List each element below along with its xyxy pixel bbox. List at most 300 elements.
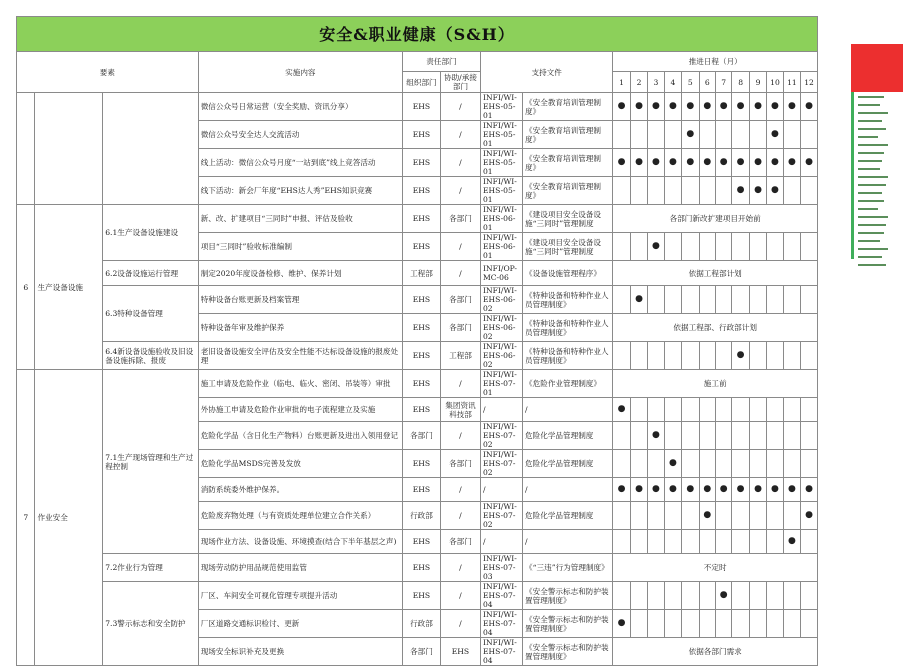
schedule-dot: ● [732, 177, 749, 205]
schedule-cell [630, 121, 647, 149]
doc-name: 《安全警示标志和防护装置管理制度》 [523, 610, 613, 638]
schedule-cell [783, 342, 800, 370]
schedule-cell [664, 286, 681, 314]
schedule-cell [648, 450, 664, 478]
task-content: 老旧设备设施安全评估及安全性能不达标设备设施的报废处理 [198, 342, 402, 370]
schedule-dot: ● [664, 93, 681, 121]
thumbnail-line-bar [858, 248, 888, 250]
schedule-cell [630, 422, 647, 450]
schedule-cell [715, 286, 731, 314]
section-number: 7 [17, 370, 35, 666]
schedule-dot: ● [682, 93, 699, 121]
thumbnail-line-bar [858, 144, 888, 146]
thumbnail-line [858, 126, 901, 132]
task-content: 消防系统委外维护保养。 [198, 478, 402, 502]
month-header: 4 [664, 72, 681, 93]
sheet-title: 安全&职业健康（S&H） [17, 17, 818, 52]
thumbnail-red-block [851, 44, 903, 92]
schedule-cell [613, 177, 630, 205]
schedule-cell [783, 610, 800, 638]
doc-name: 危险化学品管理制度 [523, 450, 613, 478]
cooperate-dept: EHS [440, 638, 480, 666]
schedule-dot: ● [630, 93, 647, 121]
task-content: 线上活动：微信公众号月度“一站到底”线上竞答活动 [198, 149, 402, 177]
schedule-cell [749, 530, 766, 554]
month-header: 1 [613, 72, 630, 93]
schedule-cell [664, 342, 681, 370]
schedule-cell [630, 530, 647, 554]
schedule-dot: ● [767, 93, 783, 121]
schedule-dot: ● [749, 149, 766, 177]
schedule-cell [783, 233, 800, 261]
sh-plan-table [16, 16, 818, 666]
thumbnail-line [858, 142, 901, 148]
cooperate-dept: / [440, 121, 480, 149]
doc-name: 《安全教育培训管理制度》 [523, 121, 613, 149]
schedule-cell [732, 286, 749, 314]
header-org-dept: 组织部门 [402, 72, 440, 93]
schedule-cell [648, 121, 664, 149]
schedule-cell [699, 582, 715, 610]
schedule-cell [682, 450, 699, 478]
month-header: 2 [630, 72, 647, 93]
org-dept: EHS [402, 314, 440, 342]
thumbnail-line-bar [858, 128, 886, 130]
schedule-dot: ● [648, 422, 664, 450]
schedule-note: 依据工程部计划 [613, 261, 818, 286]
doc-name: 《安全教育培训管理制度》 [523, 177, 613, 205]
cooperate-dept: / [440, 502, 480, 530]
doc-code: INFI/WI-EHS-07-01 [480, 370, 522, 398]
schedule-dot: ● [664, 149, 681, 177]
schedule-cell [682, 530, 699, 554]
thumbnail-line [858, 158, 901, 164]
schedule-note: 施工前 [613, 370, 818, 398]
schedule-dot: ● [732, 93, 749, 121]
schedule-cell [613, 342, 630, 370]
thumbnail-line [858, 118, 901, 124]
schedule-dot: ● [648, 478, 664, 502]
section-name: 生产设备设施 [35, 205, 103, 370]
cooperate-dept: / [440, 261, 480, 286]
thumbnail-line-bar [858, 216, 888, 218]
schedule-dot: ● [630, 149, 647, 177]
schedule-dot: ● [648, 149, 664, 177]
org-dept: 工程部 [402, 261, 440, 286]
schedule-cell [682, 342, 699, 370]
schedule-cell [648, 530, 664, 554]
schedule-dot: ● [613, 93, 630, 121]
schedule-cell [613, 422, 630, 450]
schedule-dot: ● [648, 233, 664, 261]
schedule-dot: ● [732, 149, 749, 177]
schedule-cell [732, 450, 749, 478]
schedule-cell [715, 177, 731, 205]
thumbnail-line-bar [858, 224, 886, 226]
thumbnail-line-bar [858, 96, 884, 98]
table-row [17, 93, 818, 121]
doc-name: 《设备设施管理程序》 [523, 261, 613, 286]
doc-code: / [480, 478, 522, 502]
subsection-name: 7.1生产现场管理和生产过程控制 [103, 370, 198, 554]
cooperate-dept: 集团资讯科技部 [440, 398, 480, 422]
schedule-cell [664, 422, 681, 450]
cooperate-dept: / [440, 478, 480, 502]
side-thumbnail [851, 44, 903, 259]
cooperate-dept: / [440, 610, 480, 638]
org-dept: EHS [402, 370, 440, 398]
schedule-note: 依据工程部、行政部计划 [613, 314, 818, 342]
org-dept: 各部门 [402, 422, 440, 450]
schedule-dot: ● [682, 478, 699, 502]
doc-code: / [480, 398, 522, 422]
org-dept: EHS [402, 121, 440, 149]
thumbnail-line [858, 246, 901, 252]
schedule-cell [801, 342, 818, 370]
section-name: 作业安全 [35, 370, 103, 666]
doc-code: INFI/WI-EHS-07-04 [480, 610, 522, 638]
schedule-cell [732, 422, 749, 450]
schedule-dot: ● [715, 582, 731, 610]
org-dept: EHS [402, 530, 440, 554]
schedule-dot: ● [767, 177, 783, 205]
cooperate-dept: / [440, 582, 480, 610]
schedule-cell [767, 502, 783, 530]
schedule-cell [664, 610, 681, 638]
schedule-dot: ● [630, 478, 647, 502]
schedule-cell [682, 177, 699, 205]
task-content: 危险化学品（含日化生产物料）台账更新及进出入领用登记 [198, 422, 402, 450]
schedule-cell [749, 502, 766, 530]
schedule-cell [749, 610, 766, 638]
thumbnail-outline-list [851, 92, 903, 259]
task-content: 厂区、车间安全可视化管理专项提升活动 [198, 582, 402, 610]
schedule-cell [801, 610, 818, 638]
cooperate-dept: / [440, 177, 480, 205]
thumbnail-line-bar [858, 240, 880, 242]
schedule-cell [801, 177, 818, 205]
schedule-dot: ● [715, 149, 731, 177]
table-row [17, 261, 818, 286]
table-row [17, 582, 818, 610]
org-dept: 各部门 [402, 638, 440, 666]
schedule-cell [664, 177, 681, 205]
schedule-cell [801, 233, 818, 261]
schedule-dot: ● [715, 478, 731, 502]
schedule-cell [801, 582, 818, 610]
schedule-cell [648, 502, 664, 530]
thumbnail-line [858, 94, 901, 100]
schedule-cell [664, 582, 681, 610]
schedule-cell [699, 398, 715, 422]
table-row [17, 205, 818, 233]
section-number: 6 [17, 205, 35, 370]
thumbnail-line [858, 190, 901, 196]
task-content: 新、改、扩建项目“三同时”申报、评估及验收 [198, 205, 402, 233]
doc-code: INFI/WI-EHS-07-02 [480, 450, 522, 478]
schedule-cell [682, 398, 699, 422]
cooperate-dept: / [440, 422, 480, 450]
schedule-dot: ● [801, 502, 818, 530]
schedule-dot: ● [699, 478, 715, 502]
schedule-cell [648, 398, 664, 422]
schedule-cell [749, 286, 766, 314]
thumbnail-line [858, 262, 901, 268]
schedule-dot: ● [699, 93, 715, 121]
schedule-cell [699, 286, 715, 314]
header-schedule: 推进日程（月） [613, 52, 818, 72]
doc-name: / [523, 530, 613, 554]
schedule-dot: ● [732, 342, 749, 370]
schedule-cell [630, 610, 647, 638]
schedule-cell [732, 502, 749, 530]
org-dept: EHS [402, 205, 440, 233]
task-content: 制定2020年度设备检修、维护、保养计划 [198, 261, 402, 286]
schedule-cell [749, 398, 766, 422]
cooperate-dept: / [440, 370, 480, 398]
schedule-cell [783, 177, 800, 205]
month-header: 3 [648, 72, 664, 93]
schedule-dot: ● [682, 149, 699, 177]
thumbnail-line-bar [858, 152, 884, 154]
schedule-cell [715, 233, 731, 261]
doc-code: INFI/WI-EHS-07-02 [480, 422, 522, 450]
schedule-cell [699, 233, 715, 261]
thumbnail-line-bar [858, 176, 888, 178]
subsection-blank [103, 93, 198, 205]
schedule-cell [648, 286, 664, 314]
schedule-cell [715, 398, 731, 422]
schedule-cell [682, 422, 699, 450]
schedule-dot: ● [783, 478, 800, 502]
thumbnail-line-bar [858, 120, 882, 122]
task-content: 厂区道路交通标识检讨、更新 [198, 610, 402, 638]
thumbnail-line-bar [858, 104, 880, 106]
thumbnail-line [858, 110, 901, 116]
doc-code: INFI/OP-MC-06 [480, 261, 522, 286]
task-content: 项目“三同时”验收标准编制 [198, 233, 402, 261]
schedule-cell [664, 502, 681, 530]
schedule-dot: ● [749, 177, 766, 205]
schedule-cell [613, 121, 630, 149]
thumbnail-line-bar [858, 232, 884, 234]
schedule-cell [613, 286, 630, 314]
schedule-cell [749, 342, 766, 370]
thumbnail-line-bar [858, 192, 882, 194]
schedule-cell [749, 422, 766, 450]
schedule-dot: ● [630, 286, 647, 314]
schedule-dot: ● [613, 149, 630, 177]
table-row [17, 370, 818, 398]
schedule-cell [783, 398, 800, 422]
org-dept: EHS [402, 554, 440, 582]
thumbnail-line [858, 174, 901, 180]
schedule-dot: ● [767, 478, 783, 502]
org-dept: EHS [402, 342, 440, 370]
header-support-docs: 支持文件 [480, 52, 612, 93]
schedule-dot: ● [749, 478, 766, 502]
schedule-cell [801, 422, 818, 450]
doc-name: 《安全教育培训管理制度》 [523, 93, 613, 121]
schedule-cell [630, 342, 647, 370]
org-dept: EHS [402, 93, 440, 121]
schedule-cell [801, 450, 818, 478]
task-content: 现场劳动防护用品规范使用监管 [198, 554, 402, 582]
schedule-cell [715, 422, 731, 450]
schedule-dot: ● [699, 149, 715, 177]
thumbnail-line [858, 222, 901, 228]
schedule-cell [648, 582, 664, 610]
doc-code: INFI/WI-EHS-05-01 [480, 149, 522, 177]
doc-code: INFI/WI-EHS-06-02 [480, 342, 522, 370]
table-row [17, 554, 818, 582]
schedule-dot: ● [783, 149, 800, 177]
task-content: 特种设备年审及维护保养 [198, 314, 402, 342]
schedule-cell [715, 121, 731, 149]
cooperate-dept: 工程部 [440, 342, 480, 370]
schedule-cell [630, 450, 647, 478]
schedule-dot: ● [613, 398, 630, 422]
cooperate-dept: / [440, 93, 480, 121]
doc-name: 《危险作业管理制度》 [523, 370, 613, 398]
schedule-cell [715, 450, 731, 478]
schedule-cell [783, 582, 800, 610]
schedule-dot: ● [664, 478, 681, 502]
schedule-dot: ● [732, 478, 749, 502]
schedule-cell [613, 502, 630, 530]
thumbnail-line [858, 134, 901, 140]
schedule-cell [613, 233, 630, 261]
doc-name: 《特种设备和特种作业人员管理制度》 [523, 314, 613, 342]
schedule-dot: ● [613, 610, 630, 638]
org-dept: EHS [402, 398, 440, 422]
schedule-cell [801, 398, 818, 422]
header-responsible: 责任部门 [402, 52, 480, 72]
thumbnail-line [858, 230, 901, 236]
schedule-cell [699, 121, 715, 149]
doc-name: 《建设项目安全设备设施“三同时”管理制度 [523, 205, 613, 233]
schedule-cell [682, 610, 699, 638]
schedule-dot: ● [613, 478, 630, 502]
thumbnail-line [858, 166, 901, 172]
task-content: 微信公众号安全达人交流活动 [198, 121, 402, 149]
thumbnail-line-bar [858, 208, 878, 210]
cooperate-dept: 各部门 [440, 450, 480, 478]
schedule-cell [699, 450, 715, 478]
schedule-cell [767, 450, 783, 478]
schedule-dot: ● [783, 530, 800, 554]
schedule-cell [715, 342, 731, 370]
cooperate-dept: 各部门 [440, 530, 480, 554]
thumbnail-line [858, 206, 901, 212]
schedule-cell [682, 582, 699, 610]
doc-name: 《安全教育培训管理制度》 [523, 149, 613, 177]
header-cooperate-dept: 协助/承接部门 [440, 72, 480, 93]
schedule-cell [732, 121, 749, 149]
cooperate-dept: 各部门 [440, 314, 480, 342]
schedule-cell [613, 450, 630, 478]
schedule-cell [767, 398, 783, 422]
doc-code: INFI/WI-EHS-05-01 [480, 93, 522, 121]
schedule-dot: ● [801, 478, 818, 502]
org-dept: 行政部 [402, 502, 440, 530]
thumbnail-line [858, 102, 901, 108]
task-content: 外协施工申请及危险作业审批的电子流程建立及实施 [198, 398, 402, 422]
thumbnail-line-bar [858, 200, 884, 202]
schedule-note: 依据各部门需求 [613, 638, 818, 666]
doc-name: 《特种设备和特种作业人员管理制度》 [523, 342, 613, 370]
schedule-cell [699, 530, 715, 554]
schedule-cell [801, 286, 818, 314]
month-header: 10 [767, 72, 783, 93]
subsection-name: 6.3特种设备管理 [103, 286, 198, 342]
table-row [17, 286, 818, 314]
schedule-cell [699, 610, 715, 638]
schedule-cell [801, 121, 818, 149]
schedule-cell [732, 582, 749, 610]
thumbnail-line-bar [858, 160, 882, 162]
org-dept: EHS [402, 177, 440, 205]
cooperate-dept: / [440, 554, 480, 582]
header-content: 实施内容 [198, 52, 402, 93]
doc-name: / [523, 398, 613, 422]
schedule-cell [648, 610, 664, 638]
task-content: 现场作业方法、设备设施、环境摸查(结合下半年基层之声) [198, 530, 402, 554]
cooperate-dept: / [440, 233, 480, 261]
schedule-cell [630, 398, 647, 422]
org-dept: 行政部 [402, 610, 440, 638]
schedule-cell [630, 502, 647, 530]
thumbnail-line [858, 238, 901, 244]
doc-name: 《安全警示标志和防护装置管理制度》 [523, 582, 613, 610]
cooperate-dept: 各部门 [440, 205, 480, 233]
schedule-cell [664, 530, 681, 554]
doc-code: INFI/WI-EHS-06-02 [480, 286, 522, 314]
org-dept: EHS [402, 582, 440, 610]
thumbnail-line-bar [858, 136, 878, 138]
task-content: 特种设备台账更新及档案管理 [198, 286, 402, 314]
schedule-cell [767, 286, 783, 314]
schedule-cell [732, 610, 749, 638]
doc-name: 危险化学品管理制度 [523, 502, 613, 530]
schedule-cell [682, 502, 699, 530]
subsection-name: 7.2作业行为管理 [103, 554, 198, 582]
doc-code: INFI/WI-EHS-07-04 [480, 638, 522, 666]
schedule-cell [648, 177, 664, 205]
schedule-cell [767, 610, 783, 638]
thumbnail-line-bar [858, 256, 882, 258]
schedule-dot: ● [749, 93, 766, 121]
schedule-cell [749, 582, 766, 610]
subsection-name: 6.1生产设备设施建设 [103, 205, 198, 261]
schedule-dot: ● [783, 93, 800, 121]
schedule-cell [613, 530, 630, 554]
task-content: 危险废弃物处理（与有资质处理单位建立合作关系） [198, 502, 402, 530]
doc-code: INFI/WI-EHS-05-01 [480, 177, 522, 205]
schedule-cell [783, 450, 800, 478]
schedule-cell [699, 342, 715, 370]
thumbnail-line [858, 254, 901, 260]
schedule-cell [732, 398, 749, 422]
org-dept: EHS [402, 450, 440, 478]
schedule-cell [749, 121, 766, 149]
doc-name: / [523, 478, 613, 502]
schedule-cell [767, 422, 783, 450]
schedule-cell [715, 530, 731, 554]
doc-code: INFI/WI-EHS-06-02 [480, 314, 522, 342]
schedule-cell [732, 233, 749, 261]
doc-name: 《建设项目安全设备设施“三同时”管理制度 [523, 233, 613, 261]
